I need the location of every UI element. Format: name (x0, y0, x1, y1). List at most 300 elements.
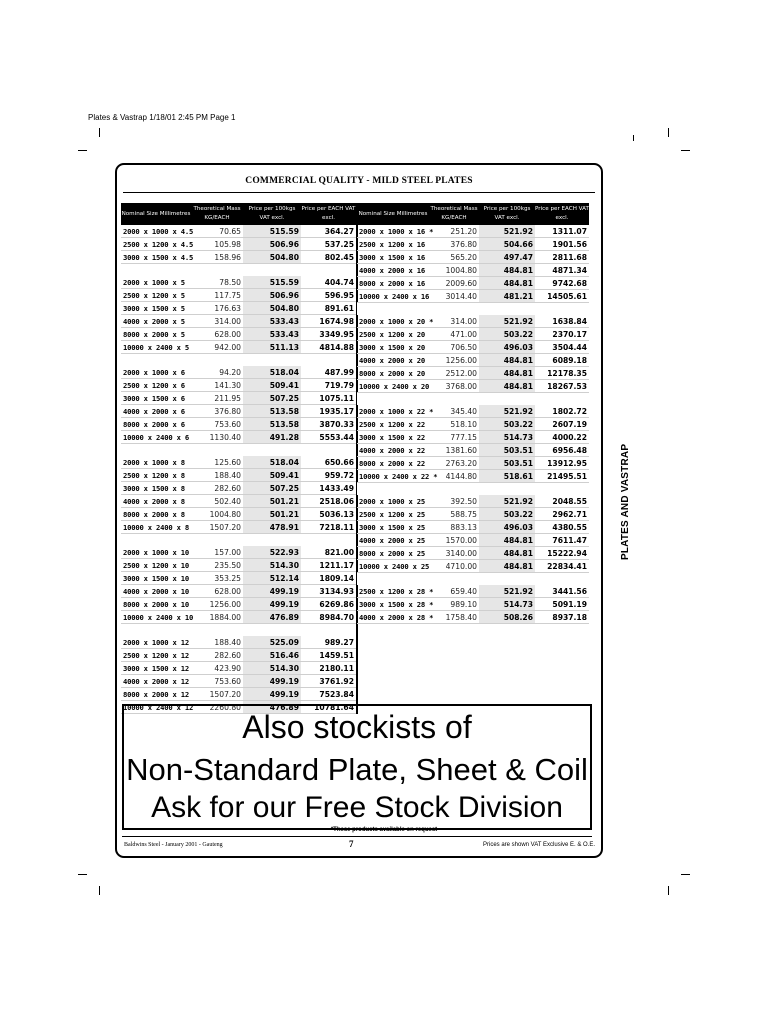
price-100kg-cell: 503.22 (479, 328, 535, 341)
mass-cell: 188.40 (191, 469, 243, 482)
price-100kg-cell: 514.73 (479, 431, 535, 444)
price-100kg-cell: 518.61 (479, 470, 535, 483)
group-spacer (357, 303, 589, 316)
price-each-cell: 22834.41 (535, 560, 589, 573)
table-row (121, 521, 357, 534)
mass-cell: 883.13 (429, 521, 479, 534)
footer-publisher: Baldwins Steel - January 2001 - Gauteng (124, 842, 223, 848)
table-row (357, 251, 589, 264)
price-100kg-cell: 504.66 (479, 238, 535, 251)
mass-cell: 1570.00 (429, 534, 479, 547)
price-each-cell: 15222.94 (535, 547, 589, 560)
table-body (121, 225, 357, 714)
table-row (121, 431, 357, 444)
price-100kg-cell: 518.04 (243, 366, 301, 379)
price-each-cell: 650.66 (301, 456, 357, 469)
table-row (121, 392, 357, 405)
size-cell: 2500 x 1200 x 12 (123, 650, 190, 660)
price-100kg-cell: 497.47 (479, 251, 535, 264)
mass-cell: 706.50 (429, 341, 479, 354)
mass-cell: 211.95 (191, 392, 243, 405)
price-100kg-cell: 476.89 (243, 611, 301, 624)
mass-cell: 2009.60 (429, 277, 479, 290)
size-cell: 4000 x 2000 x 22 (357, 444, 429, 457)
price-each-cell: 959.72 (301, 469, 357, 482)
table-row (357, 534, 589, 547)
size-cell: 2000 x 1000 x 25 (357, 495, 429, 508)
table-row (357, 315, 589, 328)
price-each-cell: 7523.84 (301, 688, 357, 701)
title-divider (123, 192, 595, 193)
column-header: Price per 100kgs VAT excl. (243, 203, 301, 225)
mass-cell: 188.40 (191, 636, 243, 649)
size-cell: 8000 x 2000 x 5 (121, 328, 191, 341)
table-row (121, 366, 357, 379)
mass-cell: 1758.40 (429, 611, 479, 624)
mass-cell: 502.40 (191, 495, 243, 508)
price-each-cell: 13912.95 (535, 457, 589, 470)
table-row (121, 328, 357, 341)
price-each-cell: 6269.86 (301, 598, 357, 611)
group-spacer (121, 534, 357, 547)
price-each-cell: 487.99 (301, 366, 357, 379)
size-cell: 8000 x 2000 x 8 (121, 508, 191, 521)
table-row (357, 444, 589, 457)
mass-cell: 3140.00 (429, 547, 479, 560)
size-cell: 4000 x 2000 x 12 (123, 676, 190, 686)
size-cell: 4000 x 2000 x 28 * (359, 612, 434, 622)
mass-cell: 423.90 (191, 662, 243, 675)
price-100kg-cell: 484.81 (479, 367, 535, 380)
price-each-cell: 5091.19 (535, 598, 589, 611)
price-100kg-cell: 521.92 (479, 225, 535, 238)
spacer-cell (121, 444, 357, 457)
price-each-cell: 2811.68 (535, 251, 589, 264)
size-cell: 4000 x 2000 x 16 (357, 264, 429, 277)
price-100kg-cell: 503.51 (479, 444, 535, 457)
column-header: Price per 100kgs VAT excl. (479, 203, 535, 225)
table-row (121, 315, 357, 328)
crop-mark (633, 135, 634, 141)
crop-mark (681, 150, 690, 151)
column-header: Price per EACH VAT excl. (535, 203, 589, 225)
group-spacer (121, 624, 357, 637)
price-100kg-cell: 484.81 (479, 354, 535, 367)
size-cell: 2000 x 1000 x 5 (121, 276, 191, 289)
price-each-cell: 1459.51 (301, 649, 357, 662)
mass-cell: 628.00 (191, 585, 243, 598)
price-each-cell: 3441.56 (535, 585, 589, 598)
table-row (121, 559, 357, 572)
column-header: Nominal Size Millimetres (121, 203, 191, 225)
mass-cell: 235.50 (191, 559, 243, 572)
mass-cell: 70.65 (191, 225, 243, 238)
group-spacer (357, 483, 589, 496)
price-each-cell: 404.74 (301, 276, 357, 289)
table-row (357, 341, 589, 354)
mass-cell: 345.40 (429, 405, 479, 418)
table-row (121, 508, 357, 521)
price-each-cell: 6956.48 (535, 444, 589, 457)
mass-cell: 2763.20 (429, 457, 479, 470)
size-cell: 8000 x 2000 x 16 (357, 277, 429, 290)
column-header: Nominal Size Millimetres (357, 203, 429, 225)
size-cell: 10000 x 2400 x 22 * (359, 471, 438, 481)
table-row (357, 264, 589, 277)
mass-cell: 105.98 (191, 238, 243, 251)
price-100kg-cell: 513.58 (243, 405, 301, 418)
mass-cell: 942.00 (191, 341, 243, 354)
price-100kg-cell: 484.81 (479, 534, 535, 547)
mass-cell: 94.20 (191, 366, 243, 379)
mass-cell: 588.75 (429, 508, 479, 521)
price-each-cell: 14505.61 (535, 290, 589, 303)
table-row (121, 341, 357, 354)
size-cell: 3000 x 1500 x 10 (123, 573, 190, 583)
table-row (121, 688, 357, 701)
price-each-cell: 1311.07 (535, 225, 589, 238)
size-cell: 2500 x 1200 x 4.5 (123, 239, 194, 249)
table-row (121, 546, 357, 559)
size-cell: 10000 x 2400 x 20 (359, 381, 430, 391)
price-each-cell: 6089.18 (535, 354, 589, 367)
price-each-cell: 1935.17 (301, 405, 357, 418)
price-100kg-cell: 515.59 (243, 276, 301, 289)
table-row (357, 290, 589, 303)
price-100kg-cell: 512.14 (243, 572, 301, 585)
spacer-cell (357, 393, 589, 406)
price-100kg-cell: 514.30 (243, 662, 301, 675)
side-section-label: PLATES AND VASTRAP (620, 443, 631, 560)
mass-cell: 376.80 (191, 405, 243, 418)
table-row (357, 431, 589, 444)
mass-cell: 1004.80 (191, 508, 243, 521)
price-100kg-cell: 507.25 (243, 482, 301, 495)
price-100kg-cell: 503.51 (479, 457, 535, 470)
price-each-cell: 537.25 (301, 238, 357, 251)
group-spacer (121, 444, 357, 457)
size-cell: 3000 x 1500 x 4.5 (123, 252, 194, 262)
price-100kg-cell: 533.43 (243, 328, 301, 341)
price-each-cell: 2518.06 (301, 495, 357, 508)
price-100kg-cell: 491.28 (243, 431, 301, 444)
table-row (357, 380, 589, 393)
size-cell: 10000 x 2400 x 12 (123, 702, 194, 712)
price-100kg-cell: 521.92 (479, 315, 535, 328)
group-spacer (357, 573, 589, 586)
mass-cell: 3014.40 (429, 290, 479, 303)
price-100kg-cell: 503.22 (479, 418, 535, 431)
price-100kg-cell: 484.81 (479, 277, 535, 290)
table-row (357, 560, 589, 573)
table-row (121, 276, 357, 289)
price-each-cell: 8937.18 (535, 611, 589, 624)
table-row (121, 379, 357, 392)
size-cell: 3000 x 1500 x 25 (357, 521, 429, 534)
size-cell: 3000 x 1500 x 16 (357, 251, 429, 264)
price-each-cell: 719.79 (301, 379, 357, 392)
price-each-cell: 8984.70 (301, 611, 357, 624)
size-cell: 3000 x 1500 x 5 (121, 302, 191, 315)
price-each-cell: 3349.95 (301, 328, 357, 341)
table-row (357, 328, 589, 341)
mass-cell: 157.00 (191, 546, 243, 559)
table-row (357, 405, 589, 418)
table-row (121, 289, 357, 302)
size-cell: 2500 x 1200 x 5 (121, 289, 191, 302)
plates-table-right (357, 203, 589, 624)
table-row (357, 277, 589, 290)
table-row (357, 547, 589, 560)
price-100kg-cell: 521.92 (479, 495, 535, 508)
price-each-cell: 7611.47 (535, 534, 589, 547)
price-100kg-cell: 496.03 (479, 341, 535, 354)
table-row (121, 611, 357, 624)
size-cell: 8000 x 2000 x 22 (357, 457, 429, 470)
table-header-row (121, 203, 357, 225)
price-each-cell: 4380.55 (535, 521, 589, 534)
mass-cell: 2512.00 (429, 367, 479, 380)
size-cell: 8000 x 2000 x 12 (123, 689, 190, 699)
mass-cell: 1256.00 (429, 354, 479, 367)
size-cell: 10000 x 2400 x 10 (123, 612, 194, 622)
size-cell: 2000 x 1000 x 6 (121, 366, 191, 379)
table-row (121, 418, 357, 431)
size-cell: 3000 x 1500 x 8 (121, 482, 191, 495)
size-cell: 2500 x 1200 x 10 (123, 560, 190, 570)
price-each-cell: 9742.68 (535, 277, 589, 290)
price-100kg-cell: 499.19 (243, 675, 301, 688)
price-100kg-cell: 478.91 (243, 521, 301, 534)
price-each-cell: 4871.34 (535, 264, 589, 277)
banner-line: Ask for our Free Stock Division (151, 791, 563, 824)
table-row (121, 456, 357, 469)
table-row (121, 649, 357, 662)
column-header: Theoretical Mass KG/EACH (191, 203, 243, 225)
table-row (357, 225, 589, 238)
price-each-cell: 1802.72 (535, 405, 589, 418)
size-cell: 4000 x 2000 x 25 (357, 534, 429, 547)
price-each-cell: 1809.14 (301, 572, 357, 585)
mass-cell: 251.20 (429, 225, 479, 238)
price-100kg-cell: 503.22 (479, 508, 535, 521)
price-each-cell: 821.00 (301, 546, 357, 559)
table-row (121, 598, 357, 611)
price-each-cell: 2962.71 (535, 508, 589, 521)
size-cell: 3000 x 1500 x 12 (123, 663, 190, 673)
price-each-cell: 596.95 (301, 289, 357, 302)
price-100kg-cell: 507.25 (243, 392, 301, 405)
size-cell: 4000 x 2000 x 8 (121, 495, 191, 508)
spacer-cell (357, 303, 589, 316)
mass-cell: 4144.80 (429, 470, 479, 483)
size-cell: 4000 x 2000 x 20 (357, 354, 429, 367)
mass-cell: 989.10 (429, 598, 479, 611)
crop-mark (668, 886, 669, 895)
price-each-cell: 2607.19 (535, 418, 589, 431)
price-each-cell: 21495.51 (535, 470, 589, 483)
size-cell: 8000 x 2000 x 10 (123, 599, 190, 609)
mass-cell: 4710.00 (429, 560, 479, 573)
price-each-cell: 2180.11 (301, 662, 357, 675)
size-cell: 3000 x 1500 x 28 * (359, 599, 434, 609)
page-number: 7 (349, 839, 354, 849)
price-100kg-cell: 514.30 (243, 559, 301, 572)
table-row (121, 482, 357, 495)
table-row (121, 405, 357, 418)
size-cell: 8000 x 2000 x 25 (357, 547, 429, 560)
table-row (121, 675, 357, 688)
table-row (121, 636, 357, 649)
price-100kg-cell: 499.19 (243, 598, 301, 611)
price-each-cell: 891.61 (301, 302, 357, 315)
size-cell: 8000 x 2000 x 20 (357, 367, 429, 380)
table-row (357, 354, 589, 367)
price-100kg-cell: 499.19 (243, 688, 301, 701)
mass-cell: 117.75 (191, 289, 243, 302)
table-row (357, 598, 589, 611)
price-each-cell: 12178.35 (535, 367, 589, 380)
mass-cell: 1004.80 (429, 264, 479, 277)
table-row (121, 585, 357, 598)
size-cell: 3000 x 1500 x 6 (121, 392, 191, 405)
price-100kg-cell: 496.03 (479, 521, 535, 534)
table-row (357, 495, 589, 508)
group-spacer (121, 264, 357, 277)
price-100kg-cell: 506.96 (243, 238, 301, 251)
mass-cell: 471.00 (429, 328, 479, 341)
crop-mark (668, 128, 669, 137)
crop-mark (99, 128, 100, 137)
column-header: Price per EACH VAT excl. (301, 203, 357, 225)
price-100kg-cell: 501.21 (243, 495, 301, 508)
table-row (121, 662, 357, 675)
mass-cell: 314.00 (191, 315, 243, 328)
size-cell: 2500 x 1200 x 25 (357, 508, 429, 521)
table-row (357, 521, 589, 534)
size-cell: 4000 x 2000 x 6 (121, 405, 191, 418)
size-cell: 2000 x 1000 x 4.5 (123, 226, 194, 236)
mass-cell: 2260.80 (191, 701, 243, 714)
column-header: Theoretical Mass KG/EACH (429, 203, 479, 225)
price-100kg-cell: 522.93 (243, 546, 301, 559)
spacer-cell (357, 573, 589, 586)
price-each-cell: 989.27 (301, 636, 357, 649)
price-100kg-cell: 513.58 (243, 418, 301, 431)
price-100kg-cell: 504.80 (243, 302, 301, 315)
price-each-cell: 1674.98 (301, 315, 357, 328)
price-100kg-cell: 516.46 (243, 649, 301, 662)
mass-cell: 659.40 (429, 585, 479, 598)
table-row (357, 418, 589, 431)
price-each-cell: 1211.17 (301, 559, 357, 572)
spacer-cell (121, 534, 357, 547)
table-body (357, 225, 589, 624)
table-row (357, 470, 589, 483)
size-cell: 10000 x 2400 x 25 (359, 561, 430, 571)
size-cell: 2500 x 1200 x 16 (357, 238, 429, 251)
price-100kg-cell: 533.43 (243, 315, 301, 328)
table-row (121, 469, 357, 482)
banner-line: Non-Standard Plate, Sheet & Coil (126, 752, 588, 787)
mass-cell: 78.50 (191, 276, 243, 289)
size-cell: 2000 x 1000 x 12 (123, 637, 190, 647)
size-cell: 2500 x 1200 x 8 (121, 469, 191, 482)
price-each-cell: 4814.88 (301, 341, 357, 354)
table-row (357, 367, 589, 380)
mass-cell: 1130.40 (191, 431, 243, 444)
table-row (121, 225, 357, 238)
size-cell: 10000 x 2400 x 5 (123, 342, 190, 352)
group-spacer (121, 354, 357, 367)
price-each-cell: 5036.13 (301, 508, 357, 521)
mass-cell: 376.80 (429, 238, 479, 251)
mass-cell: 628.00 (191, 328, 243, 341)
print-header: Plates & Vastrap 1/18/01 2:45 PM Page 1 (88, 113, 236, 122)
mass-cell: 282.60 (191, 482, 243, 495)
stockists-banner (122, 704, 592, 830)
price-100kg-cell: 521.92 (479, 585, 535, 598)
mass-cell: 314.00 (429, 315, 479, 328)
price-100kg-cell: 504.80 (243, 251, 301, 264)
size-cell: 2000 x 1000 x 22 * (359, 406, 434, 416)
mass-cell: 777.15 (429, 431, 479, 444)
price-each-cell: 1075.11 (301, 392, 357, 405)
price-100kg-cell: 511.13 (243, 341, 301, 354)
size-cell: 2500 x 1200 x 22 (357, 418, 429, 431)
size-cell: 3000 x 1500 x 22 (357, 431, 429, 444)
price-each-cell: 3134.93 (301, 585, 357, 598)
price-100kg-cell: 506.96 (243, 289, 301, 302)
mass-cell: 1256.00 (191, 598, 243, 611)
spacer-cell (357, 483, 589, 496)
footnote: *These products available on request (330, 827, 438, 833)
table-row (357, 611, 589, 624)
spacer-cell (121, 624, 357, 637)
mass-cell: 176.63 (191, 302, 243, 315)
price-100kg-cell: 514.73 (479, 598, 535, 611)
table-row (121, 495, 357, 508)
size-cell: 2000 x 1000 x 16 * (359, 226, 434, 236)
price-each-cell: 7218.11 (301, 521, 357, 534)
price-100kg-cell: 525.09 (243, 636, 301, 649)
mass-cell: 1381.60 (429, 444, 479, 457)
mass-cell: 141.30 (191, 379, 243, 392)
price-each-cell: 4000.22 (535, 431, 589, 444)
table-row (121, 238, 357, 251)
banner-line: Also stockists of (242, 709, 472, 745)
size-cell: 2500 x 1200 x 20 (357, 328, 429, 341)
mass-cell: 753.60 (191, 675, 243, 688)
price-each-cell: 364.27 (301, 225, 357, 238)
table-row (357, 585, 589, 598)
price-100kg-cell: 515.59 (243, 225, 301, 238)
mass-cell: 1507.20 (191, 688, 243, 701)
price-each-cell: 3504.44 (535, 341, 589, 354)
size-cell: 10000 x 2400 x 6 (123, 432, 190, 442)
page-title: COMMERCIAL QUALITY - MILD STEEL PLATES (245, 176, 473, 186)
mass-cell: 565.20 (429, 251, 479, 264)
size-cell: 2000 x 1000 x 20 * (359, 316, 434, 326)
crop-mark (78, 874, 87, 875)
table-row (357, 457, 589, 470)
size-cell: 2500 x 1200 x 6 (121, 379, 191, 392)
price-each-cell: 1901.56 (535, 238, 589, 251)
price-100kg-cell: 484.81 (479, 560, 535, 573)
size-cell: 2000 x 1000 x 8 (121, 456, 191, 469)
table-header-row (357, 203, 589, 225)
price-each-cell: 5553.44 (301, 431, 357, 444)
